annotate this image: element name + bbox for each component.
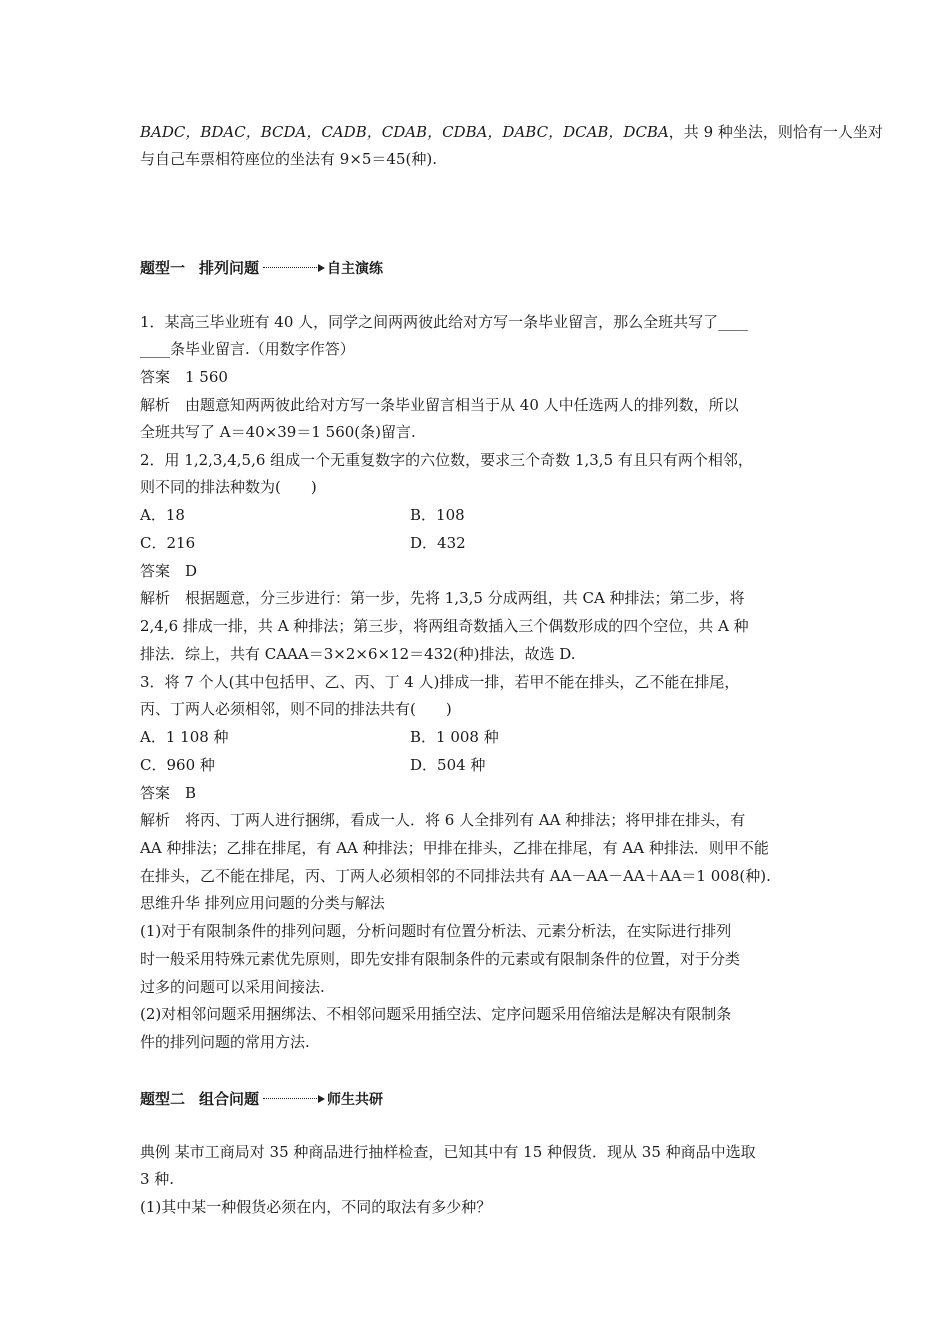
q3-option-b: B．1 008 种 — [410, 728, 499, 746]
seating-list: BADC，BDAC，BCDA，CADB，CDAB，CDBA，DABC，DCAB，DCBA — [140, 123, 669, 141]
summary-p1-line-2: 时一般采用特殊元素优先原则，即先安排有限制条件的元素或有限制条件的位置，对于分类 — [140, 950, 741, 968]
q2-option-b: B．108 — [410, 506, 465, 524]
q2-option-d: D．432 — [410, 534, 466, 552]
example-line-2: 3 种. — [140, 1170, 175, 1188]
q2-analysis-1: 解析 根据题意，分三步进行：第一步，先将 1,3,5 分成两组，共 CA 种排法；第二步，将 — [140, 589, 745, 607]
section-tag: 自主演练 — [327, 260, 384, 277]
arrow-icon — [263, 1094, 325, 1104]
q3-analysis-3: 在排头，乙不能在排尾，丙、丁两人必须相邻的不同排法共有 AA－AA－AA＋AA＝1 008(种). — [140, 867, 771, 885]
seating-count: ，共 9 种坐法，则恰有一人坐对 — [668, 123, 883, 141]
section-label: 题型二 — [140, 1090, 186, 1108]
example-line-1: 典例 某市工商局对 35 种商品进行抽样检查，已知其中有 15 种假货．现从 35 种商品中选取 — [140, 1143, 756, 1161]
q3-option-c: C．960 种 — [140, 756, 215, 774]
q3-line-1: 3．将 7 个人(其中包括甲、乙、丙、丁 4 人)排成一排，若甲不能在排头，乙不能在排尾， — [140, 673, 740, 691]
summary-p1-line-3: 过多的问题可以采用间接法. — [140, 978, 325, 996]
example-line-3: (1)其中某一种假货必须在内，不同的取法有多少种？ — [140, 1198, 492, 1216]
summary-p2-line-2: 件的排列问题的常用方法. — [140, 1033, 310, 1051]
section-tag: 师生共研 — [327, 1091, 384, 1108]
section-title: 排列问题 — [199, 259, 260, 277]
q2-option-c: C．216 — [140, 534, 196, 552]
q1-line-1: 1．某高三毕业班有 40 人，同学之间两两彼此给对方写一条毕业留言，那么全班共写了____ — [140, 313, 749, 331]
q2-line-1: 2．用 1,2,3,4,5,6 组成一个无重复数字的六位数，要求三个奇数 1,3,5 有且只有两个相邻， — [140, 451, 753, 469]
intro-line-2: 与自己车票相符座位的坐法有 9×5＝45(种). — [140, 150, 437, 168]
summary-p1-line-1: (1)对于有限制条件的排列问题，分析问题时有位置分析法、元素分析法，在实际进行排列 — [140, 922, 732, 940]
q3-option-d: D．504 种 — [410, 756, 486, 774]
q2-answer: 答案 D — [140, 562, 198, 580]
q2-analysis-3: 排法．综上，共有 CAAA＝3×2×6×12＝432(种)排法，故选 D. — [140, 645, 576, 663]
intro-line-1 — [140, 121, 883, 143]
q1-answer: 答案 1 560 — [140, 368, 228, 386]
q1-analysis-2: 全班共写了 A＝40×39＝1 560(条)留言. — [140, 423, 416, 441]
q3-answer: 答案 B — [140, 784, 197, 802]
summary-p2-line-1: (2)对相邻问题采用捆绑法、不相邻问题采用插空法、定序问题采用倍缩法是解决有限制条 — [140, 1005, 732, 1023]
q2-analysis-2: 2,4,6 排成一排，共 A 种排法；第三步，将两组奇数插入三个偶数形成的四个空位，共 A 种 — [140, 617, 749, 635]
arrow-icon — [263, 263, 325, 273]
section-label: 题型一 — [140, 259, 186, 277]
summary-title: 思维升华 排列应用问题的分类与解法 — [140, 894, 385, 912]
section-heading-2 — [140, 1088, 383, 1109]
q1-line-2: ____条毕业留言.（用数字作答） — [140, 340, 355, 358]
section-title: 组合问题 — [199, 1090, 260, 1108]
q2-option-a: A．18 — [140, 506, 185, 524]
q1-analysis-1: 解析 由题意知两两彼此给对方写一条毕业留言相当于从 40 人中任选两人的排列数，所以 — [140, 396, 739, 414]
q3-line-2: 丙、丁两人必须相邻，则不同的排法共有( ) — [140, 700, 452, 718]
q2-line-2: 则不同的排法种数为( ) — [140, 478, 317, 496]
q3-option-a: A．1 108 种 — [140, 728, 229, 746]
q3-analysis-1: 解析 将丙、丁两人进行捆绑，看成一人．将 6 人全排列有 AA 种排法；将甲排在排头，有 — [140, 811, 746, 829]
q3-analysis-2: AA 种排法；乙排在排尾，有 AA 种排法；甲排在排头，乙排在排尾，有 AA 种排法．则甲不能 — [140, 839, 769, 857]
section-heading-1 — [140, 257, 383, 278]
